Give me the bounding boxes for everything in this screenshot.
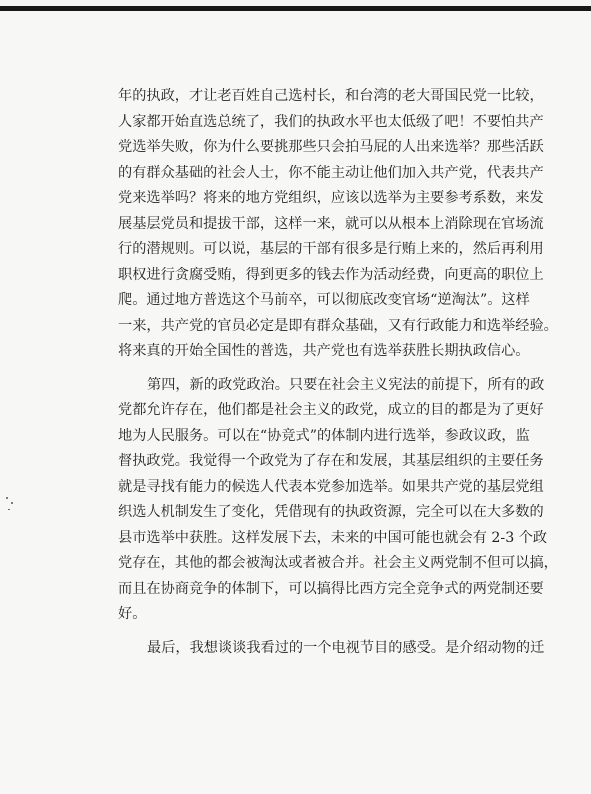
text-line: 县市选举中获胜。这样发展下去，未来的中国可能也就会有 2-3 个政	[118, 529, 548, 546]
text-line: 职权进行贪腐受贿，得到更多的钱去作为活动经费，向更高的职位上	[118, 266, 544, 283]
text-line: 党选举失败，你为什么要挑那些只会拍马屁的人出来选举？那些活跃	[118, 139, 544, 155]
text-line: 一来，共产党的官员必定是即有群众基础，又有行政能力和选举经验。	[118, 317, 558, 334]
paragraph-1	[118, 84, 558, 365]
text-line: 的有群众基础的社会人士，你不能主动让他们加入共产党，代表共产	[118, 164, 544, 181]
text-line: 好。	[118, 606, 147, 622]
paragraph-3	[118, 636, 545, 662]
body-text	[118, 84, 558, 661]
paragraph-2	[118, 373, 558, 628]
text-line: 就是寻找有能力的候选人代表本党参加选举。如果共产党的基层党组	[118, 478, 544, 495]
text-line: 行的潜规则。可以说，基层的干部有很多是行贿上来的，然后再利用	[118, 241, 544, 257]
text-line: 最后，我想谈谈我看过的一个电视节目的感受。是介绍动物的迁	[147, 639, 545, 656]
text-line: 督执政党。我觉得一个政党为了存在和发展，其基层组织的主要任务	[118, 453, 544, 469]
scan-speck	[11, 502, 13, 504]
text-line: 展基层党员和提拔干部，这样一来，就可以从根本上消除现在官场流	[118, 215, 544, 232]
top-edge-rule	[0, 6, 591, 11]
text-line: 将来真的开始全国性的普选，共产党也有选举获胜长期执政信心。	[118, 343, 530, 359]
text-line: 党都允许存在，他们都是社会主义的政党，成立的目的都是为了更好	[118, 402, 544, 418]
text-line: 织选人机制发生了变化，凭借现有的执政资源，完全可以在大多数的	[118, 504, 544, 520]
text-line: 党存在，其他的都会被淘汰或者被合并。社会主义两党制不但可以搞，	[118, 555, 558, 571]
text-line: 第四，新的政党政治。只要在社会主义宪法的前提下，所有的政	[147, 376, 545, 393]
text-line: 人家都开始直选总统了，我们的执政水平也太低级了吧！不要怕共产	[118, 113, 544, 130]
text-line: 党来选举吗？将来的地方党组织，应该以选举为主要参考系数，来发	[118, 190, 544, 206]
scan-speck	[8, 509, 10, 510]
scan-speck	[6, 497, 8, 499]
text-line: 年的执政，才让老百姓自己选村长，和台湾的老大哥国民党一比较，	[118, 88, 544, 104]
text-line: 地为人民服务。可以在“协竞式”的体制内进行选举，参政议政，监	[118, 427, 530, 444]
text-line: 爬。通过地方普选这个马前卒，可以彻底改变官场“逆淘汰”。这样	[118, 292, 530, 308]
text-line: 而且在协商竞争的体制下，可以搞得比西方完全竞争式的两党制还要	[118, 580, 544, 597]
